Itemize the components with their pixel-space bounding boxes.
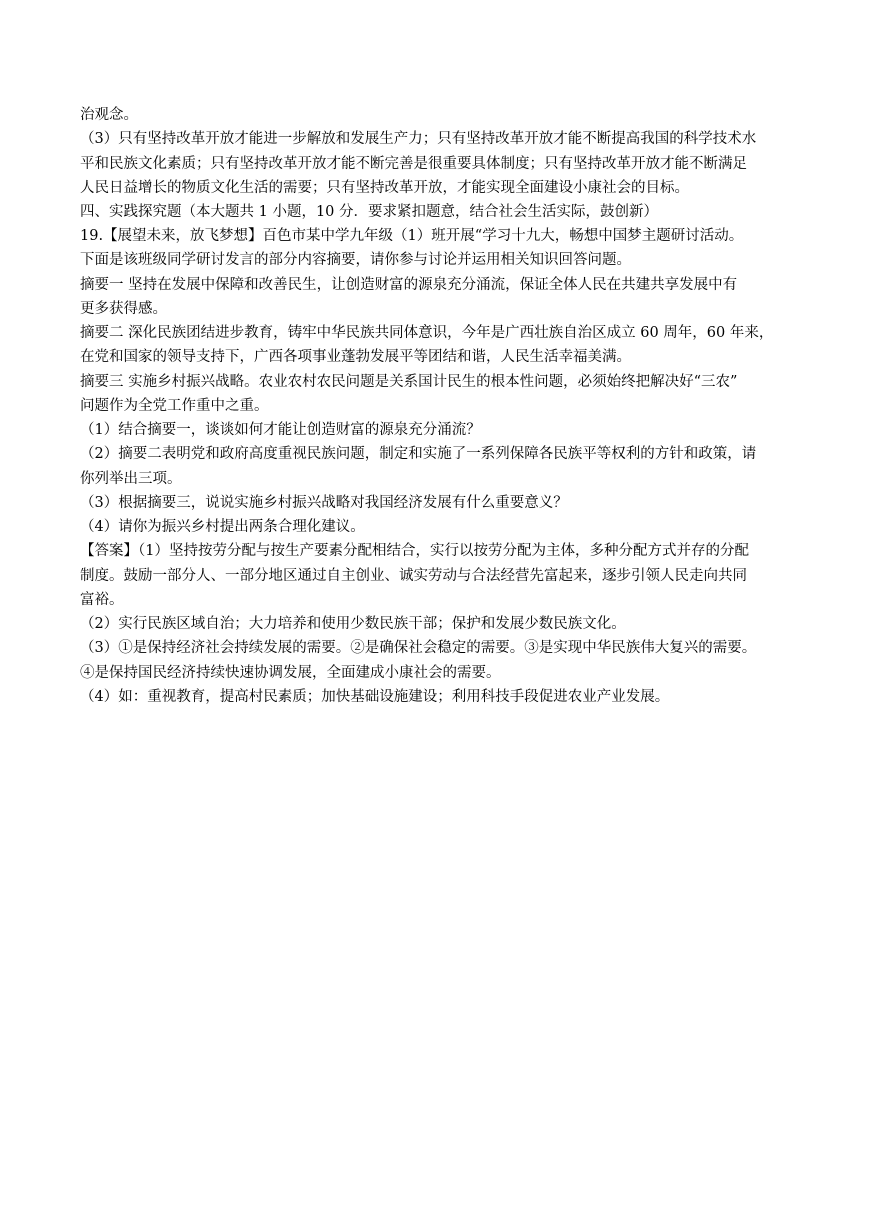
text-line: 平和民族文化素质；只有坚持改革开放才能不断完善是很重要具体制度；只有坚持改革开放才能不断满足	[80, 156, 747, 172]
text-line: 下面是该班级同学研讨发言的部分内容摘要，请你参与讨论并运用相关知识回答问题。	[80, 252, 631, 268]
text-line: 制度。鼓励一部分人、一部分地区通过自主创业、诚实劳动与合法经营先富起来，逐步引领人民走向共同	[80, 568, 747, 584]
summary-one: 摘要一 坚持在发展中保障和改善民生，让创造财富的源泉充分涌流，保证全体人民在共建共享发展中有	[80, 277, 738, 293]
answer-line: （3）①是保持经济社会持续发展的需要。②是确保社会稳定的需要。③是实现中华民族伟大复兴的需要。	[80, 640, 757, 656]
text-line: 问题作为全党工作重中之重。	[80, 398, 269, 414]
sub-question: （1）结合摘要一，谈谈如何才能让创造财富的源泉充分涌流？	[80, 422, 481, 438]
summary-two: 摘要二 深化民族团结进步教育，铸牢中华民族共同体意识，今年是广西壮族自治区成立 60 周年，60 年来，	[80, 325, 774, 341]
text-line: ④是保持国民经济持续快速协调发展，全面建成小康社会的需要。	[80, 665, 501, 681]
sub-question: （3）根据摘要三，说说实施乡村振兴战略对我国经济发展有什么重要意义？	[80, 495, 568, 511]
text-line: （3）只有坚持改革开放才能进一步解放和发展生产力；只有坚持改革开放才能不断提高我国的科学技术水	[80, 131, 757, 147]
answer-line: （2）实行民族区域自治；大力培养和使用少数民族干部；保护和发展少数民族文化。	[80, 616, 626, 632]
question-title: 19.【展望未来，放飞梦想】百色市某中学九年级（1）班开展“学习十九大，畅想中国梦主题研讨活动。	[80, 228, 744, 244]
text-line: 在党和国家的领导支持下，广西各项事业蓬勃发展平等团结和谐，人民生活幸福美满。	[80, 349, 631, 365]
text-line: 治观念。	[80, 107, 138, 123]
sub-question: （4）请你为振兴乡村提出两条合理化建议。	[80, 519, 365, 535]
summary-three: 摘要三 实施乡村振兴战略。农业农村农民问题是关系国计民生的根本性问题，必须始终把解决好“三农”	[80, 374, 738, 390]
text-line: 富裕。	[80, 592, 124, 608]
text-line: 你列举出三项。	[80, 471, 182, 487]
text-line: 更多获得感。	[80, 301, 167, 317]
sub-question: （2）摘要二表明党和政府高度重视民族问题，制定和实施了一系列保障各民族平等权利的方针和政策，请	[80, 446, 757, 462]
text-line: 人民日益增长的物质文化生活的需要；只有坚持改革开放，才能实现全面建设小康社会的目标。	[80, 180, 689, 196]
answer-line: 【答案】（1）坚持按劳分配与按生产要素分配相结合，实行以按劳分配为主体，多种分配方式并存的分配	[80, 543, 749, 559]
section-heading: 四、实践探究题（本大题共 1 小题，10 分．要求紧扣题意，结合社会生活实际，鼓创新）	[80, 204, 658, 220]
answer-line: （4）如：重视教育，提高村民素质；加快基础设施建设；利用科技手段促进农业产业发展。	[80, 689, 670, 705]
